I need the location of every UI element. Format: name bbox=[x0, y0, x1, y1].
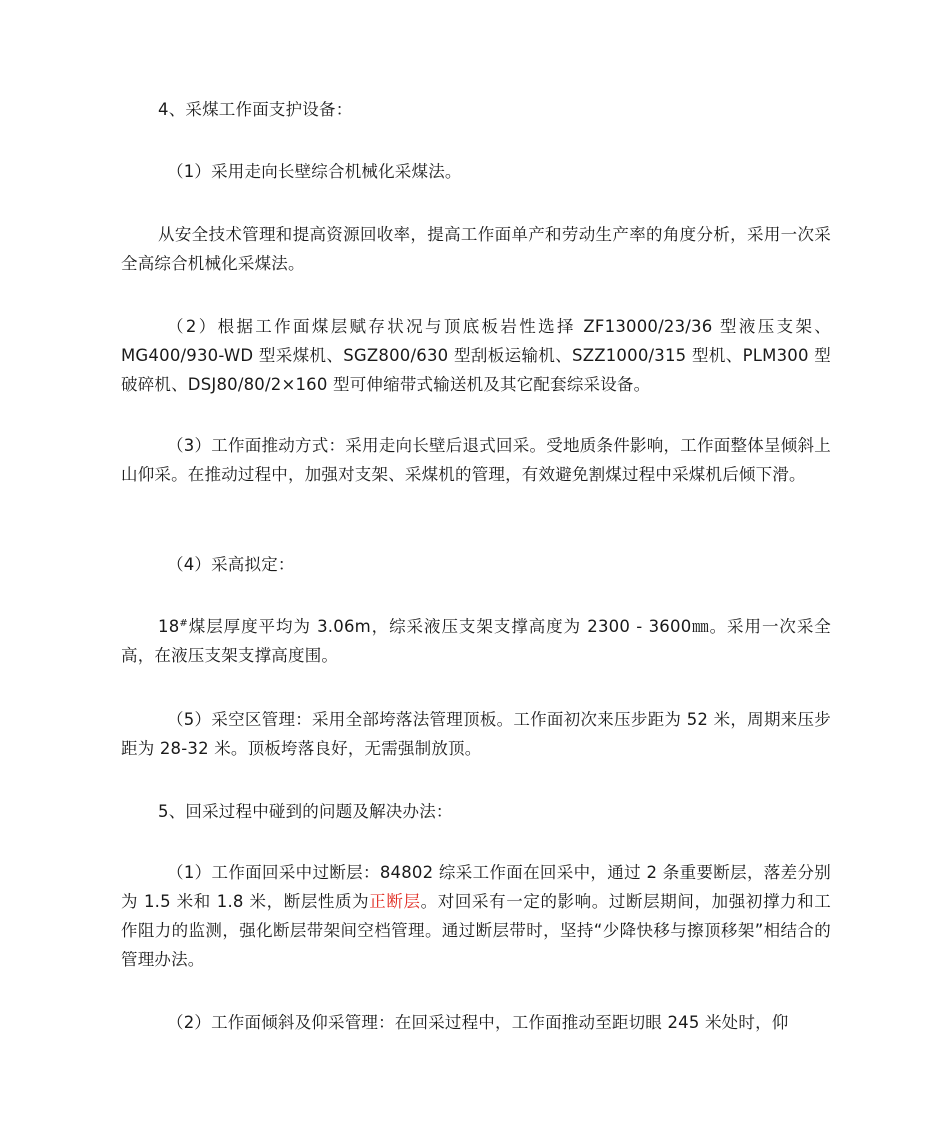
paragraph-mining-height-heading: （4）采高拟定： bbox=[167, 555, 295, 574]
seam-thickness-text: 煤层厚度平均为 3.06m，综采液压支架支撑高度为 2300 - 3600㎜。采用一次采全高，在液压支架支撑高度围。 bbox=[121, 617, 831, 665]
seam-number: 18 bbox=[158, 617, 180, 636]
paragraph-inclination-management: （2）工作面倾斜及仰采管理：在回采过程中，工作面推动至距切眼 245 米处时，仰 bbox=[167, 1013, 789, 1032]
highlighted-fault-type: 正断层 bbox=[369, 892, 421, 911]
paragraph-fault-crossing bbox=[121, 858, 831, 974]
paragraph-method-rationale: 从安全技术管理和提高资源回收率，提高工作面单产和劳动生产率的角度分析，采用一次采全高综合机械化采煤法。 bbox=[121, 225, 831, 273]
seam-number-mark: # bbox=[179, 618, 188, 629]
fault-text-after: 。对回采有一定的影响。过断层期间，加强初撑力和工作阻力的监测，强化断层带架间空档管理。通过断层带时，坚持“少降快移与擦顶移架”相结合的管理办法。 bbox=[121, 892, 831, 969]
paragraph-equipment-selection: （2）根据工作面煤层赋存状况与顶底板岩性选择 ZF13000/23/36 型液压支架、MG400/930-WD 型采煤机、SGZ800/630 型刮板运输机、SZZ1000/315 型机、PLM300 型破碎机、DSJ80/80/2×160 型可伸缩带式输送机及其它配套综采设备。 bbox=[121, 317, 831, 394]
section-heading-4: 4、采煤工作面支护设备： bbox=[158, 100, 353, 119]
paragraph-goaf-management: （5）采空区管理：采用全部垮落法管理顶板。工作面初次来压步距为 52 米，周期来压步距为 28-32 米。顶板垮落良好，无需强制放顶。 bbox=[121, 710, 831, 758]
fault-text-before: （1）工作面回采中过断层：84802 综采工作面在回采中，通过 2 条重要断层，落差分别为 1.5 米和 1.8 米，断层性质为 bbox=[121, 863, 831, 911]
paragraph-seam-thickness bbox=[121, 612, 831, 670]
paragraph-mining-method: （1）采用走向长壁综合机械化采煤法。 bbox=[167, 162, 462, 181]
paragraph-advance-method: （3）工作面推动方式：采用走向长壁后退式回采。受地质条件影响，工作面整体呈倾斜上山仰采。在推动过程中，加强对支架、采煤机的管理，有效避免割煤过程中采煤机后倾下滑。 bbox=[121, 436, 831, 484]
section-heading-5: 5、回采过程中碰到的问题及解决办法： bbox=[158, 802, 453, 821]
